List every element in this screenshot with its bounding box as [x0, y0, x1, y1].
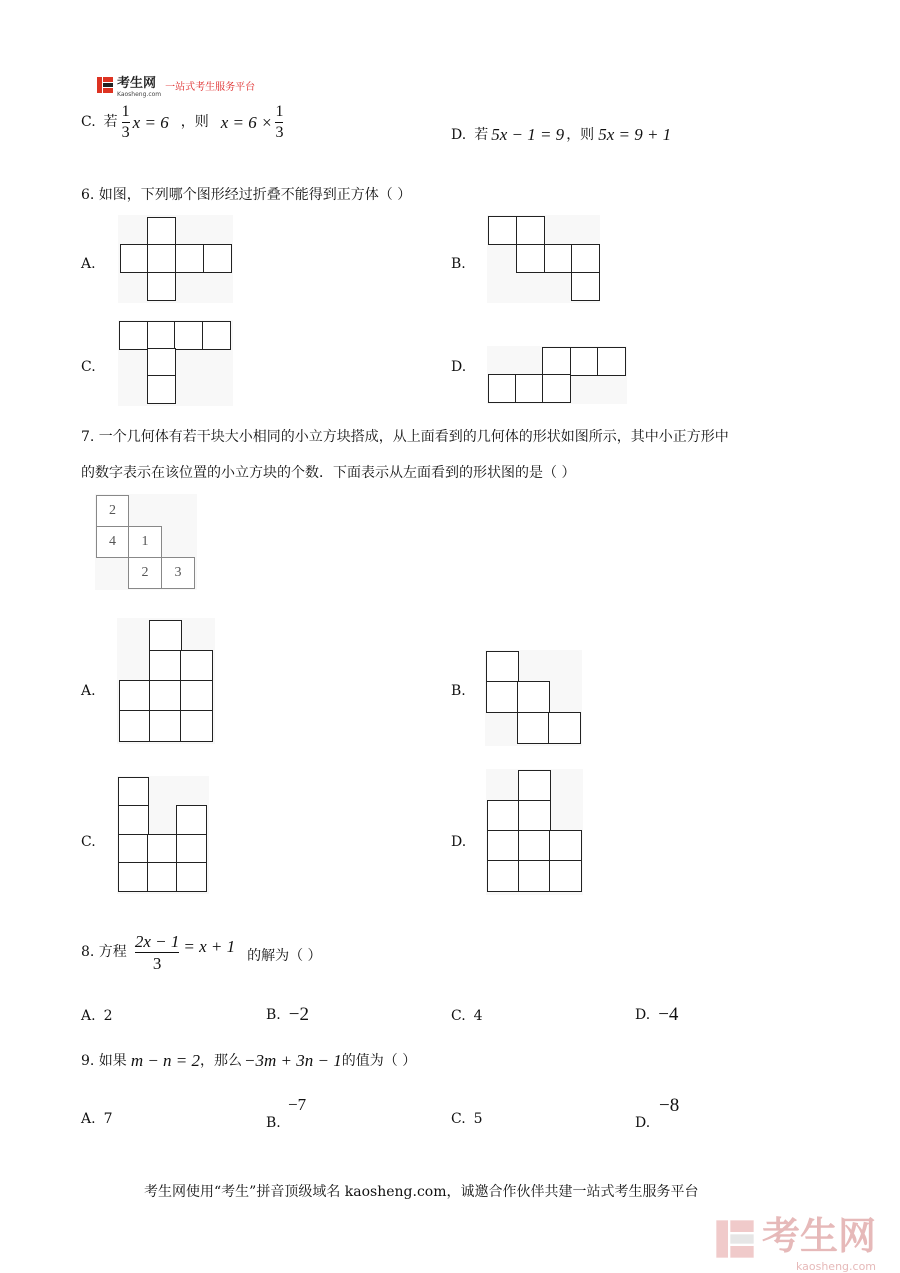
view-square	[518, 830, 551, 862]
q7-view-d	[486, 769, 583, 895]
q9-option-b	[266, 1095, 307, 1131]
net-square	[202, 321, 231, 350]
net-square	[597, 347, 626, 376]
logo-subtext: Kaosheng.com	[117, 91, 162, 98]
net-square	[147, 348, 176, 377]
view-square	[119, 710, 151, 742]
net-square	[516, 244, 545, 273]
view-square	[487, 830, 520, 862]
view-square	[119, 680, 151, 712]
net-square	[515, 374, 544, 403]
watermark-text: 考生网	[762, 1214, 877, 1258]
q5-d-if: 若	[474, 126, 489, 143]
option-value: −8	[659, 1095, 680, 1116]
denominator: 3	[152, 953, 162, 973]
net-square	[147, 375, 176, 404]
view-square	[518, 860, 551, 892]
q6-net-a	[118, 215, 233, 303]
net-square	[488, 216, 517, 245]
net-square	[542, 374, 571, 403]
view-square	[176, 834, 207, 864]
q9-stem	[81, 1052, 416, 1069]
top-view-cell: 2	[128, 557, 162, 589]
top-view-cell: 1	[128, 526, 162, 558]
view-square	[149, 650, 182, 682]
option-label: B.	[266, 1115, 281, 1131]
option-label: A.	[81, 1008, 96, 1024]
view-square	[549, 860, 582, 892]
q8-option-a	[81, 1009, 112, 1023]
option-label: B.	[266, 1006, 281, 1023]
net-square	[544, 244, 573, 273]
watermark	[714, 1205, 876, 1273]
net-square	[542, 347, 571, 376]
option-label: C.	[81, 114, 96, 130]
logo-text: 考生网	[117, 76, 157, 91]
option-value: 2	[103, 1008, 113, 1024]
q8-option-d	[635, 1005, 678, 1024]
q9-expression: −3m + 3n − 1	[244, 1051, 342, 1070]
view-square	[549, 830, 582, 862]
view-square	[548, 712, 581, 744]
kaosheng-logo-icon	[96, 76, 114, 94]
denominator: 3	[121, 123, 130, 141]
q9-option-a	[81, 1112, 112, 1126]
q7-stem-line1: 7. 一个几何体有若干块大小相同的小立方块搭成，从上面看到的几何体的形状如图所示，其中小正方形中	[81, 429, 729, 445]
view-square	[118, 862, 149, 892]
page-footer: 考生网使用“考生”拼音顶级域名 kaosheng.com，诚邀合作伙伴共建一站式考生服务平台	[144, 1184, 699, 1200]
net-square	[147, 321, 176, 350]
view-square	[517, 712, 550, 744]
q6-net-b	[487, 215, 600, 303]
q7-option-d-label: D.	[451, 834, 467, 850]
q8-option-b	[266, 1005, 309, 1024]
q6-option-a-label: A.	[81, 256, 96, 272]
view-square	[149, 680, 182, 712]
fraction	[122, 104, 130, 141]
option-value: 7	[103, 1111, 113, 1127]
view-square	[486, 681, 519, 713]
watermark-subtext: kaosheng.com	[795, 1260, 877, 1273]
q9-option-c	[451, 1112, 483, 1126]
fraction	[275, 104, 283, 141]
numerator: 1	[275, 102, 284, 120]
fraction	[135, 933, 180, 972]
view-square	[149, 620, 182, 652]
q5-option-c	[81, 100, 283, 144]
net-square	[147, 244, 176, 273]
view-square	[147, 862, 178, 892]
view-square	[487, 860, 520, 892]
q7-view-a	[117, 618, 215, 744]
q7-view-b	[485, 650, 582, 746]
view-square	[518, 800, 551, 832]
q5-c-expr2: x = 6 ×	[220, 112, 273, 132]
option-value: −4	[658, 1004, 679, 1025]
view-square	[180, 710, 213, 742]
q9-condition: m − n = 2	[130, 1051, 201, 1070]
q5-option-d	[451, 126, 671, 143]
option-value: 4	[473, 1008, 483, 1024]
denominator: 3	[275, 123, 284, 141]
net-square	[175, 244, 204, 273]
q8-prefix: 8. 方程	[81, 944, 127, 960]
option-label: A.	[81, 1111, 96, 1127]
q9-suffix: 的值为（ ）	[341, 1052, 417, 1069]
top-view-cell: 3	[161, 557, 195, 589]
option-label: C.	[451, 1111, 466, 1127]
net-square	[570, 347, 599, 376]
option-label: D.	[635, 1006, 651, 1023]
q6-net-c	[118, 320, 233, 406]
option-label: D.	[635, 1115, 651, 1131]
q6-option-b-label: B.	[451, 256, 466, 272]
q6-option-c-label: C.	[81, 359, 96, 375]
view-square	[176, 862, 207, 892]
q7-view-c	[117, 776, 209, 894]
q9-middle: ，那么	[200, 1052, 243, 1069]
net-square	[119, 321, 148, 350]
q5-d-expr1: 5x − 1 = 9	[491, 125, 565, 144]
view-square	[176, 805, 207, 835]
numerator: 2x − 1	[134, 931, 180, 951]
net-square	[516, 216, 545, 245]
q7-stem-line2: 的数字表示在该位置的小立方块的个数．下面表示从左面看到的形状图的是（ ）	[81, 465, 576, 481]
option-value: 5	[473, 1111, 483, 1127]
q5-c-then: ，则	[180, 114, 209, 130]
net-square	[203, 244, 232, 273]
q9-prefix: 9. 如果	[81, 1052, 127, 1069]
q9-option-d	[635, 1095, 680, 1131]
q7-option-a-label: A.	[81, 683, 96, 699]
view-square	[118, 777, 149, 807]
q7-top-view	[95, 494, 197, 590]
q8-option-c	[451, 1009, 483, 1023]
view-square	[517, 681, 550, 713]
top-view-cell: 2	[96, 495, 129, 527]
net-square	[488, 374, 517, 403]
view-square	[180, 680, 213, 712]
logo-slogan: 一站式考生服务平台	[165, 81, 256, 93]
view-square	[180, 650, 213, 682]
view-square	[118, 834, 149, 864]
q7-option-c-label: C.	[81, 834, 96, 850]
q5-c-if: 若	[103, 114, 118, 130]
net-square	[147, 217, 176, 246]
q5-d-expr2: 5x = 9 + 1	[598, 125, 672, 144]
q8-suffix: 的解为（ ）	[247, 948, 322, 964]
view-square	[118, 805, 149, 835]
option-value: −2	[288, 1004, 309, 1025]
view-square	[518, 770, 551, 802]
net-square	[571, 244, 600, 273]
q5-c-expr1: x = 6	[132, 112, 169, 132]
option-label: C.	[451, 1008, 466, 1024]
net-square	[147, 272, 176, 301]
view-square	[486, 651, 519, 683]
net-square	[120, 244, 149, 273]
view-square	[147, 834, 178, 864]
option-label: D.	[451, 126, 467, 143]
header-logo	[96, 72, 255, 98]
net-square	[571, 272, 600, 301]
q6-option-d-label: D.	[451, 359, 467, 375]
q7-option-b-label: B.	[451, 683, 466, 699]
top-view-cell: 4	[96, 526, 129, 558]
q5-d-then: ，则	[566, 126, 595, 143]
option-value: −7	[288, 1095, 307, 1114]
numerator: 1	[121, 102, 130, 120]
q6-stem: 6. 如图，下列哪个图形经过折叠不能得到正方体（ ）	[81, 187, 412, 203]
view-square	[487, 800, 520, 832]
kaosheng-watermark-icon	[714, 1215, 756, 1263]
view-square	[149, 710, 182, 742]
q6-net-d	[487, 346, 627, 404]
q8-stem	[81, 924, 322, 980]
q8-rhs: = x + 1	[183, 936, 236, 956]
net-square	[174, 321, 203, 350]
